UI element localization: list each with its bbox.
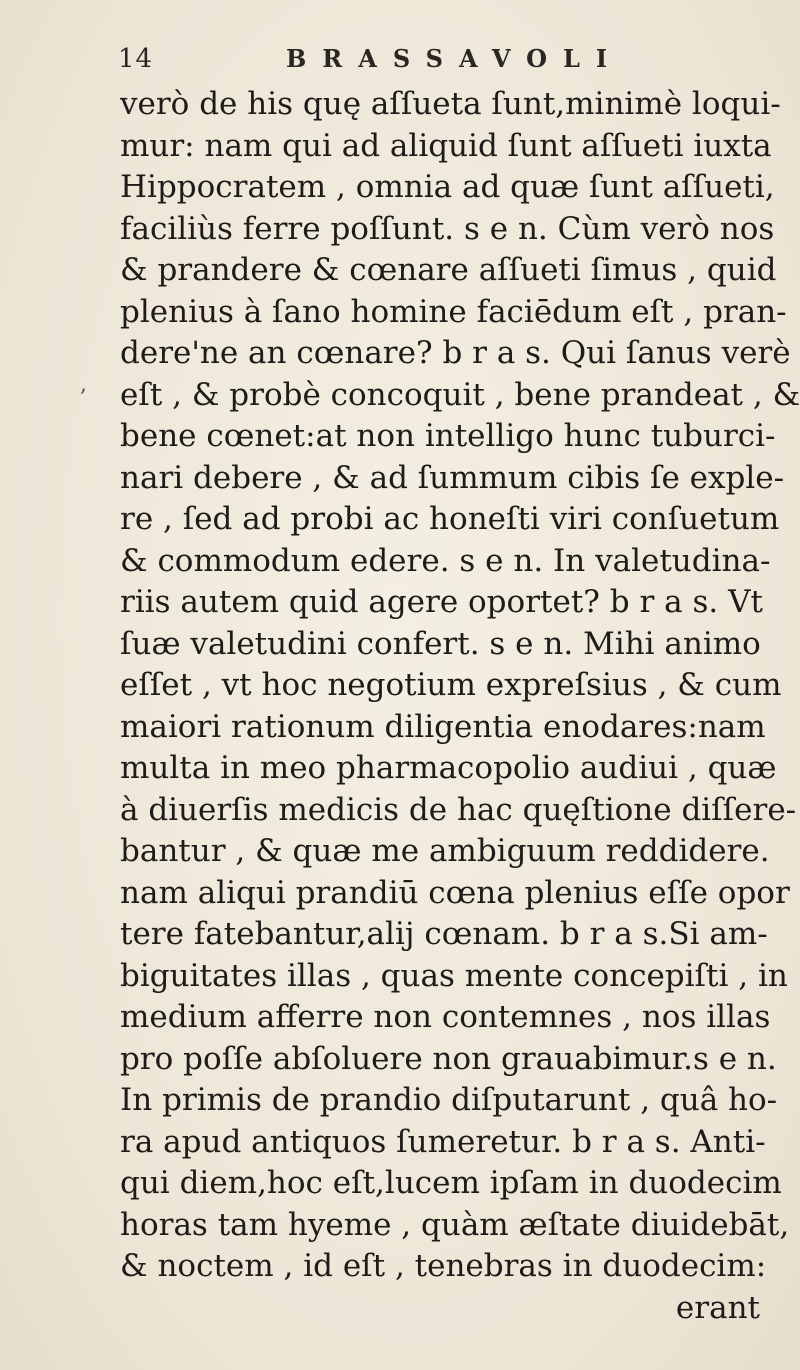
page-number: 14 — [118, 44, 154, 74]
text-line: & noctem , id eſt , tenebras in duodecim: — [120, 1248, 767, 1284]
text-line: riis autem quid agere oportet? b r a s. Vt — [120, 584, 763, 620]
text-line: tere fatebantur,alij cœnam. b r a s.Si am- — [120, 916, 768, 952]
text-line: In primis de prandio diſputarunt , quâ ho- — [120, 1082, 778, 1118]
text-line: re , ſed ad probi ac honeſti viri conſuetum — [120, 501, 780, 537]
text-line: pro poſſe abſoluere non grauabimur.s e n. — [120, 1040, 777, 1077]
text-line: qui diem,hoc eſt,lucem ipſam in duodecim — [120, 1165, 782, 1201]
page-header — [118, 40, 768, 84]
text-line: faciliùs ferre poſſunt. s e n. Cùm verò nos — [120, 210, 775, 247]
text-line: bene cœnet:at non intelligo hunc tuburci- — [120, 418, 776, 454]
text-line: & prandere & cœnare aſſueti ſimus , quid — [120, 252, 777, 288]
text-line: eſt , & probè concoquit , bene prandeat , & — [120, 376, 800, 413]
text-line: eſſet , vt hoc negotium expreſsius , & cum — [120, 667, 782, 703]
catchword: erant — [675, 1289, 760, 1326]
text-line: multa in meo pharmacopolio audiui , quæ — [120, 750, 777, 786]
text-line: & commodum edere. s e n. In valetudina- — [120, 542, 771, 579]
text-line: plenius à ſano homine faciēdum eſt , pran- — [120, 293, 787, 330]
text-line: à diuerſis medicis de hac quęſtione diſſere- — [120, 791, 797, 828]
text-line: nam aliqui prandiū cœna plenius eſſe opor — [120, 874, 790, 911]
text-line: ſuæ valetudini confert. s e n. Mihi animo — [120, 625, 761, 662]
text-line: medium afferre non contemnes , nos illas — [120, 999, 771, 1035]
text-line: maiori rationum diligentia enodares:nam — [120, 708, 766, 745]
text-line: biguitates illas , quas mente concepiſti , in — [120, 957, 788, 994]
body-text — [120, 84, 800, 1329]
text-line: horas tam hyeme , quàm æſtate diuidebāt, — [120, 1206, 790, 1243]
running-head: BRASSAVOLI — [286, 44, 624, 73]
text-line: dere'ne an cœnare? b r a s. Qui ſanus verè — [120, 335, 791, 371]
text-line: mur: nam qui ad aliquid ſunt aſſueti iuxta — [120, 127, 772, 164]
text-line: Hippocratem , omnia ad quæ ſunt aſſueti, — [120, 169, 775, 205]
text-line: verò de his quę aſſueta ſunt,minimè loqui- — [120, 86, 781, 122]
text-line: nari debere , & ad ſummum cibis ſe exple- — [120, 459, 785, 496]
text-line: bantur , & quæ me ambiguum reddidere. — [120, 833, 770, 869]
text-line: ra apud antiquos ſumeretur. b r a s. Anti- — [120, 1123, 766, 1160]
margin-mark: , — [80, 372, 87, 397]
